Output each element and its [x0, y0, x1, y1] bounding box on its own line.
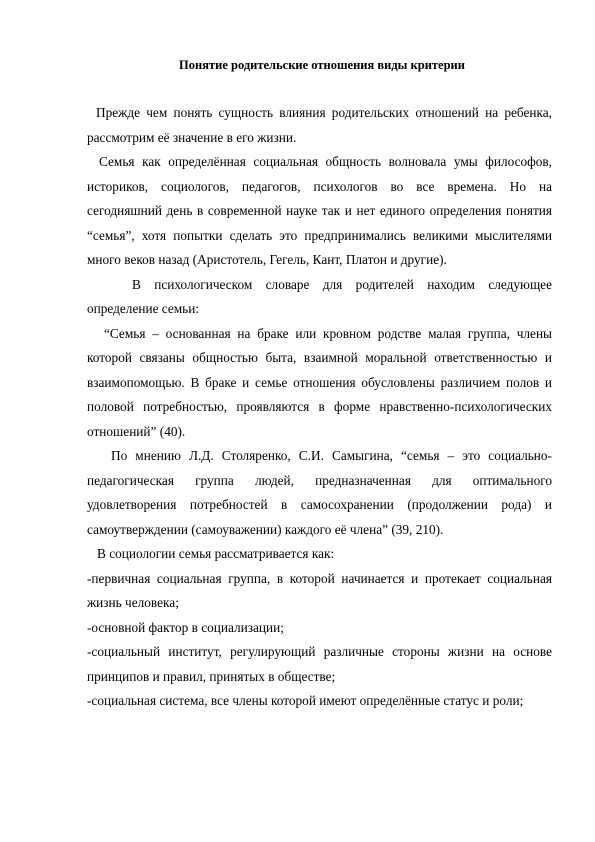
paragraph-family-community: Семья как определённая социальная общность волновала умы философов, историков, социологов, педагогов, психологов во все времена. Но на сегодняшний день в современной науке так и нет единого определения понятия “семья”, хотя попытки сделать это предпринимались великими мыслителями много веков назад (Аристотель, Гегель, Кант, Платон и другие). [87, 154, 552, 267]
list-item: -первичная социальная группа, в которой начинается и протекает социальная жизнь человека; [87, 570, 552, 610]
paragraph-stolyarenko: По мнению Л.Д. Столяренко, С.И. Самыгина, “семья – это социально-педагогическая группа людей, предназначенная для оптимального удовлетворения потребностей в самосохранении (продолжении рода) и самоутверждении (самоуважении) каждого её члена” (39, 210). [87, 448, 552, 537]
paragraph-dictionary: В психологическом словаре для родителей находим следующее определение семьи: [87, 276, 552, 316]
document-title: Понятие родительские отношения виды критерии [179, 58, 465, 72]
document-body [87, 101, 552, 714]
list-item: -основной фактор в социализации; [87, 619, 284, 635]
list-item: -социальный институт, регулирующий различные стороны жизни на основе принципов и правил, принятых в обществе; [87, 644, 552, 684]
paragraph-sociology: В социологии семья рассматривается как: [97, 546, 335, 561]
paragraph-definition-quote: “Семья – основанная на браке или кровном родстве малая группа, члены которой связаны общностью быта, взаимной моральной ответственностью и взаимопомощью. В браке и семье отношения обусловлены различием полов и половой потребностью, проявляются в форме нравственно-психологических отношений” (40). [87, 325, 552, 439]
paragraph-intro: Прежде чем понять сущность влияния родительских отношений на ребенка, рассмотрим её значение в его жизни. [87, 105, 552, 145]
list-item: -социальная система, все члены которой имеют определённые статус и роли; [87, 693, 524, 708]
